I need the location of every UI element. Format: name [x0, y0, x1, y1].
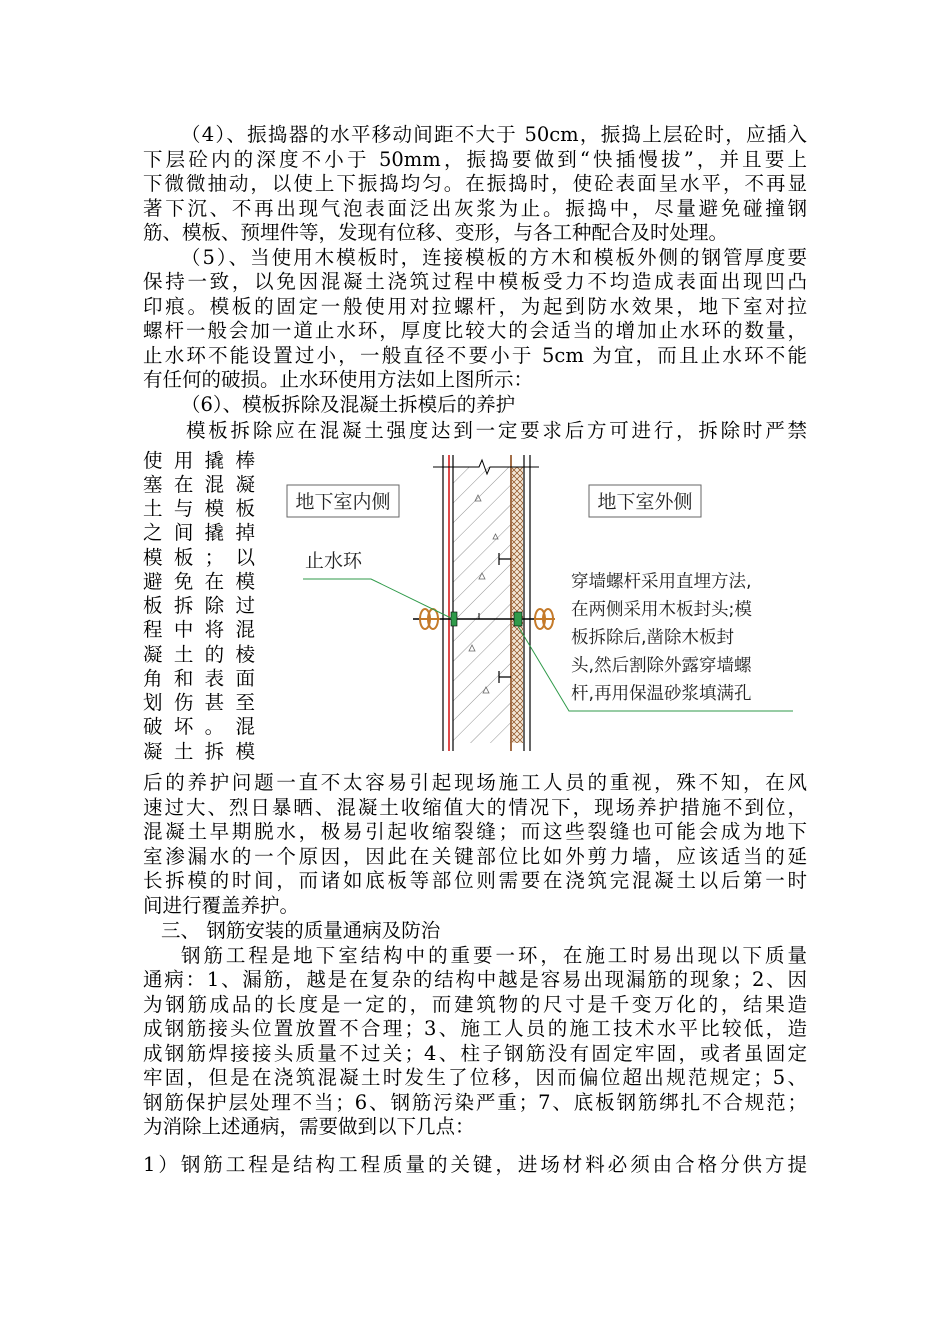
p6-narrow-8: 程中将混: [143, 618, 255, 641]
p6-heading: （6）、模板拆除及混凝土拆模后的养护: [181, 393, 516, 416]
p6-rest-2: 速过大、烈日暴晒、混凝土收缩值大的情况下，现场养护措施不到位，: [143, 796, 807, 819]
s3-line-6: 牢固，但是在浇筑混凝土时发生了位移，因而偏位超出规范规定；5、: [143, 1066, 807, 1089]
outside-label: 地下室外侧: [597, 491, 693, 513]
p5-line-5: 止水环不能设置过小，一般直径不要小于 5cm 为宜，而且止水环不能: [143, 344, 807, 367]
p6-narrow-2: 塞在混凝: [143, 473, 255, 496]
waterstop-ring-diagram: [283, 455, 803, 751]
p6-narrow-12: 破坏。混: [143, 715, 255, 738]
s3-line-5: 成钢筋焊接接头质量不过关；4、柱子钢筋没有固定牢固，或者虽固定: [143, 1042, 807, 1065]
s3-line-2: 通病：1、漏筋，越是在复杂的结构中越是容易出现漏筋的现象；2、因: [143, 968, 807, 991]
p6-narrow-11: 划伤甚至: [143, 691, 255, 714]
p6-rest-5: 长拆模的时间，而诸如底板等部位则需要在浇筑完混凝土以后第一时: [143, 869, 807, 892]
p5-line-2: 保持一致，以免因混凝土浇筑过程中模板受力不均造成表面出现凹凸: [143, 270, 807, 293]
p5-line-3: 印痕。模板的固定一般使用对拉螺杆，为起到防水效果，地下室对拉: [143, 295, 807, 318]
note-line-4: 头,然后割除外露穿墙螺: [571, 656, 752, 676]
note-line-1: 穿墙螺杆采用直埋方法,: [571, 572, 752, 592]
p5-line-6: 有任何的破损。止水环使用方法如上图所示：: [143, 368, 534, 391]
s3-line-8: 为消除上述通病，需要做到以下几点：: [143, 1115, 475, 1138]
p6-narrow-9: 凝土的棱: [143, 643, 255, 666]
p6-narrow-13: 凝土拆模: [143, 740, 255, 763]
p6-narrow-4: 之间撬掉: [143, 521, 255, 544]
outer-protection-layer: [512, 467, 523, 743]
waterstop-ring-outer: [514, 612, 522, 626]
p4-line-3: 下微微抽动，以使上下振捣均匀。在振捣时，使砼表面呈水平，不再显: [143, 172, 807, 195]
note-line-5: 杆,再用保温砂浆填满孔: [571, 684, 752, 704]
p6-narrow-10: 角和表面: [143, 667, 255, 690]
note-line-2: 在两侧采用木板封头;模: [571, 600, 752, 620]
s3-line-3: 为钢筋成品的长度是一定的，而建筑物的尺寸是千变万化的，结果造: [143, 993, 807, 1016]
p4-line-5: 筋、模板、预埋件等，发现有位移、变形，与各工种配合及时处理。: [143, 221, 729, 244]
section-3-heading: 三、 钢筋安装的质量通病及防治: [161, 919, 441, 942]
p6-rest-4: 室渗漏水的一个原因，因此在关键部位比如外剪力墙，应该适当的延: [143, 845, 807, 868]
p6-line-1: 模板拆除应在混凝土强度达到一定要求后方可进行，拆除时严禁: [186, 419, 807, 442]
note-line-3: 板拆除后,凿除木板封: [571, 628, 735, 648]
s3-line-7: 钢筋保护层处理不当；6、钢筋污染严重；7、底板钢筋绑扎不合规范；: [143, 1091, 807, 1114]
p4-line-4: 著下沉、不再出现气泡表面泛出灰浆为止。振捣中，尽量避免碰撞钢: [143, 197, 807, 220]
p4-line-1: （4）、振捣器的水平移动间距不大于 50cm，振捣上层砼时，应插入: [181, 123, 807, 146]
clamp-right: [534, 609, 555, 629]
p6-rest-6: 间进行覆盖养护。: [143, 894, 300, 917]
ring-leader-line: [303, 579, 453, 619]
p5-line-4: 螺杆一般会加一道止水环，厚度比较大的会适当的增加止水环的数量，: [143, 319, 807, 342]
p6-rest-3: 混凝土早期脱水，极易引起收缩裂缝；而这些裂缝也可能会成为地下: [143, 820, 807, 843]
list-item-1: 1）钢筋工程是结构工程质量的关键，进场材料必须由合格分供方提: [143, 1153, 807, 1176]
p6-narrow-7: 板拆除过: [143, 594, 255, 617]
inside-label: 地下室内侧: [295, 491, 391, 513]
p6-narrow-5: 模板；以: [143, 546, 255, 569]
s3-line-1: 钢筋工程是地下室结构中的重要一环，在施工时易出现以下质量: [181, 944, 807, 967]
s3-line-4: 成钢筋接头位置放置不合理；3、施工人员的施工技术水平比较低，造: [143, 1017, 807, 1040]
p6-narrow-6: 避免在模: [143, 570, 255, 593]
p6-narrow-1: 使用撬棒: [143, 449, 255, 472]
ring-label: 止水环: [305, 550, 363, 572]
clamp-left: [419, 609, 440, 629]
concrete-wall: [453, 467, 511, 743]
p6-narrow-3: 土与模板: [143, 497, 255, 520]
p4-line-2: 下层砼内的深度不小于 50mm，振捣要做到“快插慢拔”，并且要上: [143, 148, 807, 171]
p5-line-1: （5）、当使用木模板时，连接模板的方木和模板外侧的钢管厚度要: [181, 246, 807, 269]
p6-rest-1: 后的养护问题一直不太容易引起现场施工人员的重视，殊不知，在风: [143, 771, 807, 794]
